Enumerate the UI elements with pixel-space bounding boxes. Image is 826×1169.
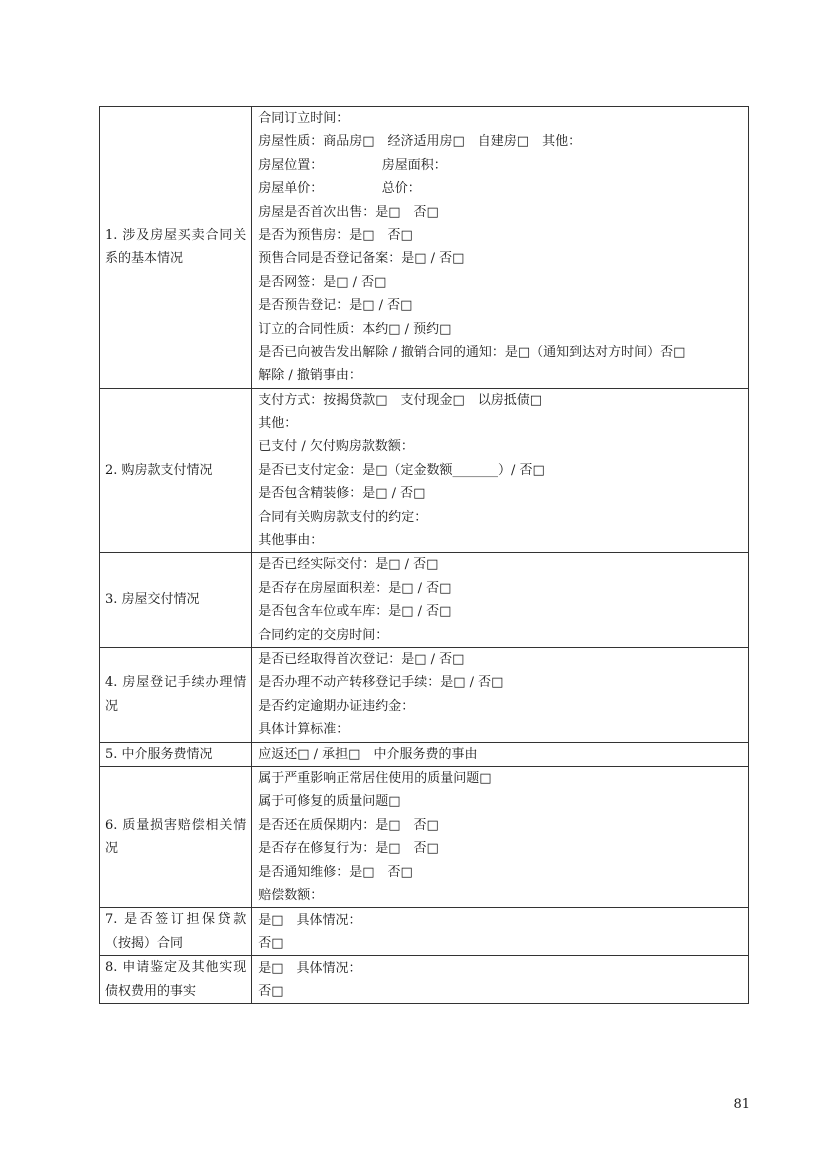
form-line: 是否包含精装修：是□ / 否□ <box>258 486 426 502</box>
form-line: 是否还在质保期内：是□ 否□ <box>258 817 439 833</box>
page-number: 81 <box>733 1097 750 1112</box>
form-row-section-8 <box>100 956 749 1004</box>
section-content <box>252 553 749 648</box>
form-line: 是否网签：是□ / 否□ <box>258 274 387 290</box>
section-label: 6. 质量损害赔偿相关情况 <box>100 767 252 908</box>
form-line: 是否已支付定金：是□（定金数额_______）/ 否□ <box>258 462 545 478</box>
form-line: 应返还□ / 承担□ 中介服务费的事由 <box>258 746 478 762</box>
form-line: 属于严重影响正常居住使用的质量问题□ <box>258 771 492 787</box>
section-content <box>252 388 749 553</box>
form-row-section-1 <box>100 107 749 389</box>
section-label: 2. 购房款支付情况 <box>100 388 252 553</box>
form-table-body <box>100 107 749 1004</box>
section-content <box>252 908 749 956</box>
form-line: 否□ <box>258 935 284 951</box>
section-label: 3. 房屋交付情况 <box>100 553 252 648</box>
form-line: 支付方式：按揭贷款□ 支付现金□ 以房抵债□ <box>258 392 543 408</box>
section-label: 4. 房屋登记手续办理情况 <box>100 647 252 742</box>
form-line: 解除 / 撤销事由： <box>258 368 362 384</box>
form-line: 是否已经实际交付：是□ / 否□ <box>258 557 439 573</box>
form-line: 其他事由： <box>258 533 324 549</box>
form-line: 是否为预售房：是□ 否□ <box>258 227 413 243</box>
form-row-section-3 <box>100 553 749 648</box>
form-line: 否□ <box>258 983 284 999</box>
section-content <box>252 107 749 389</box>
form-line: 赔偿数额： <box>258 888 324 903</box>
form-line: 房屋是否首次出售：是□ 否□ <box>258 204 439 220</box>
form-line: 是□ 具体情况： <box>258 912 362 928</box>
section-label: 5. 中介服务费情况 <box>100 742 252 767</box>
form-row-section-2 <box>100 388 749 553</box>
form-line: 合同约定的交房时间： <box>258 627 389 643</box>
section-label: 7. 是否签订担保贷款（按揭）合同 <box>100 908 252 956</box>
form-line: 订立的合同性质：本约□ / 预约□ <box>258 321 452 337</box>
form-line: 是否存在房屋面积差：是□ / 否□ <box>258 580 452 596</box>
section-content <box>252 742 749 767</box>
form-line: 是否包含车位或车库：是□ / 否□ <box>258 604 452 620</box>
form-line: 合同订立时间： <box>258 111 350 126</box>
form-line: 预售合同是否登记备案：是□ / 否□ <box>258 251 465 267</box>
form-line: 是□ 具体情况： <box>258 960 362 976</box>
case-elements-form-table <box>99 106 749 1004</box>
section-content <box>252 956 749 1004</box>
section-content <box>252 767 749 908</box>
form-row-section-5 <box>100 742 749 767</box>
form-line: 合同有关购房款支付的约定： <box>258 509 428 525</box>
form-line: 属于可修复的质量问题□ <box>258 794 401 810</box>
form-line: 具体计算标准： <box>258 722 350 738</box>
form-line: 房屋性质：商品房□ 经济适用房□ 自建房□ 其他： <box>258 134 582 150</box>
form-row-section-7 <box>100 908 749 956</box>
section-content <box>252 647 749 742</box>
form-line: 是否预告登记：是□ / 否□ <box>258 298 413 314</box>
form-line: 已支付 / 欠付购房款数额： <box>258 439 414 455</box>
section-label: 8. 申请鉴定及其他实现债权费用的事实 <box>100 956 252 1004</box>
form-line: 是否存在修复行为：是□ 否□ <box>258 841 439 857</box>
form-line: 是否约定逾期办证违约金： <box>258 698 415 714</box>
form-line: 房屋位置： 房屋面积： <box>258 157 447 173</box>
section-label: 1. 涉及房屋买卖合同关系的基本情况 <box>100 107 252 389</box>
form-line: 是否已经取得首次登记：是□ / 否□ <box>258 651 465 667</box>
form-line: 房屋单价： 总价： <box>258 181 421 197</box>
form-line: 是否通知维修：是□ 否□ <box>258 864 413 880</box>
form-line: 是否已向被告发出解除 / 撤销合同的通知：是□（通知到达对方时间）否□ <box>258 344 686 360</box>
form-line: 其他： <box>258 416 298 432</box>
form-row-section-6 <box>100 767 749 908</box>
form-line: 是否办理不动产转移登记手续：是□ / 否□ <box>258 675 504 691</box>
form-row-section-4 <box>100 647 749 742</box>
